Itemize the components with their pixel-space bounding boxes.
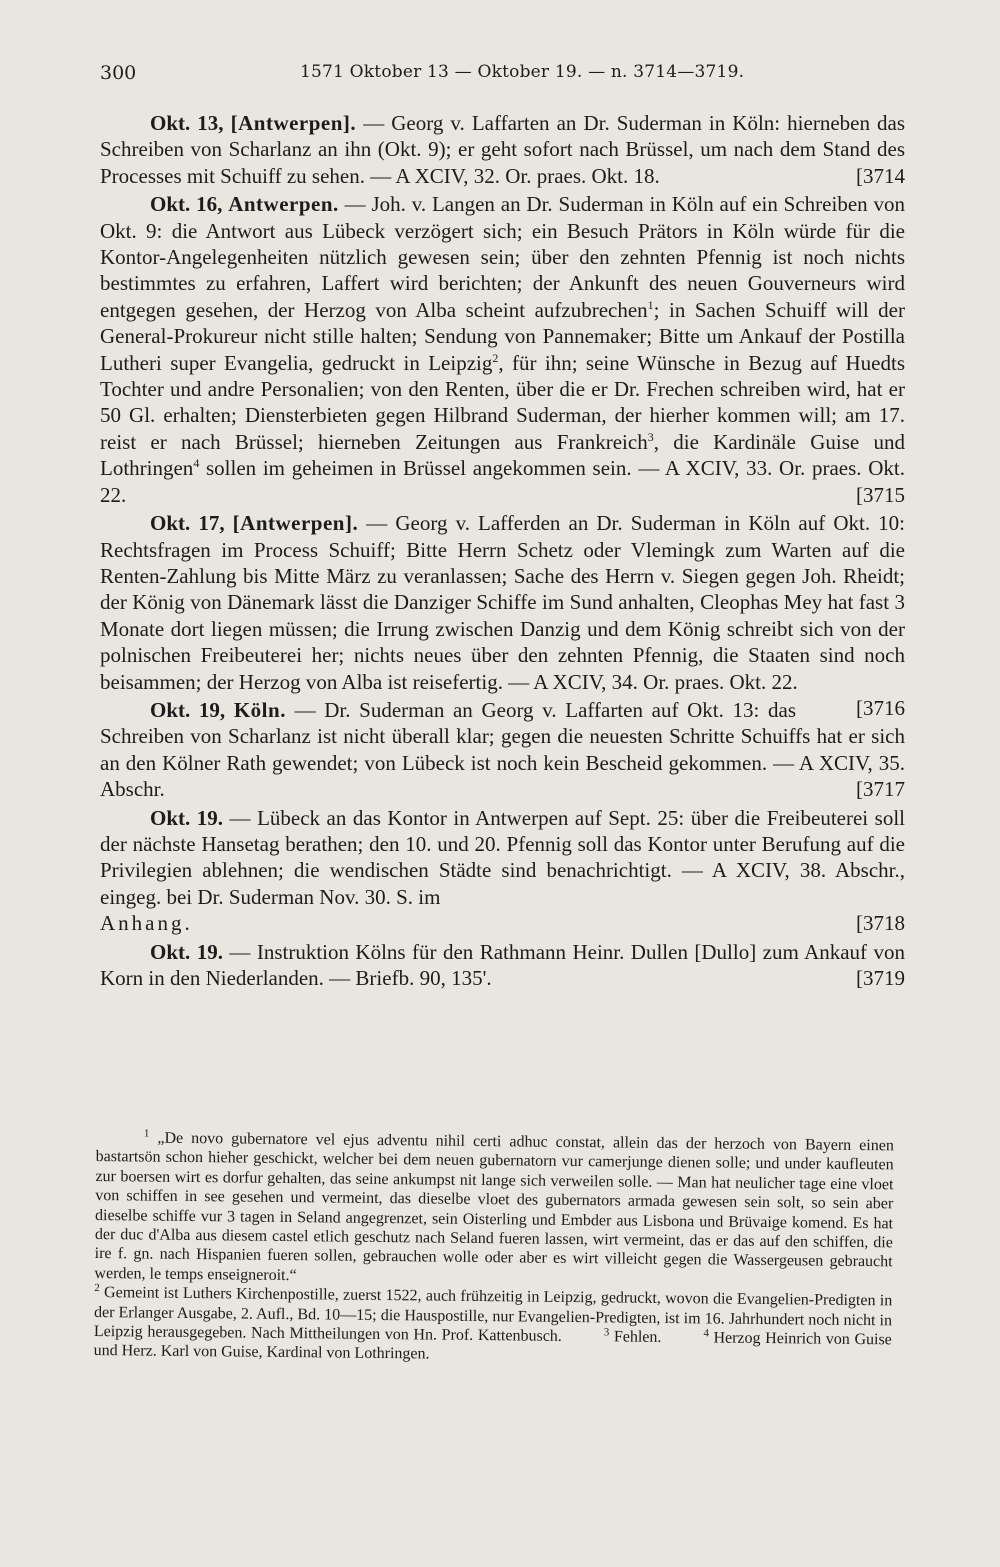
entry-number: [3717: [856, 777, 905, 802]
entry-text: — Joh. v. Langen an Dr. Suderman in Köln auf ein Schreiben von Okt. 9: die Antwort aus Lübeck verzögert sich; ein Besuch Prätors in Köln würde für die Kontor-Angelegenheiten nützlich gewesen sein; über den zehnten Pfennig ist noch nichts bestimmtes zu erfahren, Laffert wird berichten; der Ankunft des neuen Gouverneurs wird entgegen gesehen, der Herzog von Alba scheint aufzubrechen: [100, 192, 905, 322]
footnotes: [94, 1128, 894, 1369]
entry-text: sollen im geheimen in Brüssel angekommen sein. — A XCIV, 33. Or. praes. Okt. 22.: [100, 456, 905, 507]
entry-number: [3719: [856, 966, 905, 990]
entry-number: [3716: [856, 695, 905, 720]
footnote-3-text: Fehlen.: [613, 1328, 662, 1346]
entry-3719: [100, 939, 905, 992]
footnote-mark: 1: [143, 1127, 150, 1140]
footnote-ref[interactable]: 2: [492, 350, 499, 365]
entry-text: , die Kardinäle Guise und Lothringen: [100, 429, 905, 481]
footnote-ref[interactable]: 4: [193, 456, 200, 471]
running-title: 1571 Oktober 13 — Oktober 19. — n. 3714—3719.: [300, 62, 745, 82]
footnote-2: [94, 1283, 893, 1369]
entry-3714: [100, 110, 905, 189]
entry-place: Köln.: [233, 697, 286, 722]
footnote-mark: 3: [603, 1326, 610, 1339]
entry-date: Okt. 19.: [150, 939, 223, 964]
entry-text: — Georg v. Lafferden an Dr. Suderman in Köln auf Okt. 10: Rechtsfragen im Process Schuiff; Bitte Herrn Schetz oder Vlemingk zum Warten auf die Renten-Zahlung bis Mitte März zu veranlassen; Sache des Herrn v. Siegen gegen Joh. Rheidt; der König von Dänemark lässt die Danziger Schiffe im Sund anhalten, Cleophas Mey hat fast 3 Monate dort liegen müssen; die Irrung zwischen Danzig und dem König schreibt sich von der polnischen Freibeuterei her; nichts neues über den zehnten Pfennig, die Staaten sind noch beisammen; der Herzog von Alba ist reisefertig. — A XCIV, 34. Or. praes. Okt. 22.: [100, 511, 905, 694]
entry-number: [3715: [856, 482, 905, 507]
entry-number: [3718: [856, 911, 905, 936]
footnote-mark: 2: [94, 1282, 100, 1295]
entry-place: Antwerpen.: [228, 192, 339, 217]
entry-place: [Antwerpen].: [230, 111, 357, 135]
entry-3717: [100, 697, 905, 803]
page-number: 300: [100, 62, 137, 84]
appendix-reference: Anhang.: [100, 911, 193, 936]
footnote-mark: 4: [703, 1327, 709, 1340]
entry-text: — Dr. Suderman an Georg v. Laffarten auf Okt. 13: das Schreiben von Scharlanz ist nicht überall klar; gegen die neuesten Schritte Schuiffs hat er sich an den Kölner Rath gewendet; von Lübeck ist noch kein Bescheid gekommen. — A XCIV, 35. Abschr.: [100, 697, 905, 802]
footnote-ref[interactable]: 3: [647, 429, 654, 444]
entry-3715: [100, 191, 905, 508]
entry-date: Okt. 16,: [150, 192, 223, 217]
entry-date: Okt. 19.: [150, 805, 224, 830]
entry-text: — Georg v. Laffarten an Dr. Suderman in Köln: hierneben das Schreiben von Scharlanz an ihn (Okt. 9); er geht sofort nach Brüssel, um nach dem Stand des Processes mit Schuiff zu sehen. — A XCIV, 32. Or. praes. Okt. 18.: [100, 111, 906, 188]
entry-number: [3714: [856, 163, 905, 188]
regest-entries: [100, 110, 905, 993]
entry-text: — Lübeck an das Kontor in Antwerpen auf Sept. 25: über die Freibeuterei soll der nächste Hansetag berathen; den 10. und 20. Pfennig soll das Kontor unter Berufung auf die Privilegien ablehnen; die wendischen Städte sind benachrichtigt. — A XCIV, 38. Abschr., eingeg. bei Dr. Suderman Nov. 30. S. im: [100, 805, 905, 909]
entry-3718: [100, 805, 905, 937]
entry-date: Okt. 13,: [150, 111, 224, 135]
footnote-text: Gemeint ist Luthers Kirchenpostille, zuerst 1522, auch frühzeitig in Leipzig, gedruckt, wovon die Evangelien-Predigten in der Erlanger Ausgabe, 2. Aufl., Bd. 10—15; die Hauspostille, nur Evangelien-Predigten, ist im 16. Jahrhundert noch nicht in Leipzig herausgegeben. Nach Mittheilungen von Hn. Prof. Kattenbusch.: [93, 1284, 893, 1345]
footnote-1: [94, 1127, 894, 1295]
entry-text: — Instruktion Kölns für den Rathmann Heinr. Dullen [Dullo] zum Ankauf von Korn in den Niederlanden. — Briefb. 90, 135'.: [100, 939, 905, 990]
entry-place: [Antwerpen].: [232, 511, 359, 536]
entry-date: Okt. 17,: [150, 511, 225, 536]
entry-text: , für ihn; seine Wünsche in Bezug auf Huedts Tochter und andre Personalien; von den Renten, über die er Dr. Frechen schreiben wird, hat er 50 Gl. erhalten; Diensterbieten gegen Hilbrand Suderman, der hierher kommen will; am 17. reist er nach Brüssel; hierneben Zeitungen aus Frankreich: [100, 350, 905, 454]
running-header: [100, 62, 900, 92]
entry-date: Okt. 19,: [150, 697, 226, 722]
footnote-text: „De novo gubernatore vel ejus adventu nihil certi adhuc constat, allein das der herzoch von Bayern einen bastartsön schon hieher geschickt, welcher bei dem neuen gubernatorn vur camerjunge dienen solle; und under kaufleuten zur boersen wirt es dorfur gehalten, das seine ankumpst nit lange sich verweilen solle. — Man hat neulicher tage eine vloet von schiffen in see gesehen und vermeint, das dieselbe vloet des gubernators armada gewesen sein solt, so sein aber dieselbe schiffe vur 3 tagen in Seland angegrenzet, sein Oisterling und Embder aus Lisbona und Brüvaige komend. Es hat der duc d'Alba aus diesem castel etlich geschutz nach Seland fueren lassen, wirt vermeint, das er das auf den schiffen, die ire f. gn. nach Hispanien fueren sollen, gebrauchen wolle oder aber es wirt villeicht gegen die Wassergeusen gebraucht werden, le temps enseigneroit.“: [94, 1129, 894, 1284]
footnote-4-text: Herzog Heinrich von Guise und Herz. Karl von Guise, Kardinal von Lothringen.: [93, 1329, 892, 1363]
footnote-ref[interactable]: 1: [647, 297, 654, 312]
entry-text: ; in Sachen Schuiff will der General-Prokureur nicht stille halten; Sendung von Pannemaker; Bitte um Ankauf der Postilla Lutheri super Evangelia, gedruckt in Leipzig: [100, 297, 905, 375]
